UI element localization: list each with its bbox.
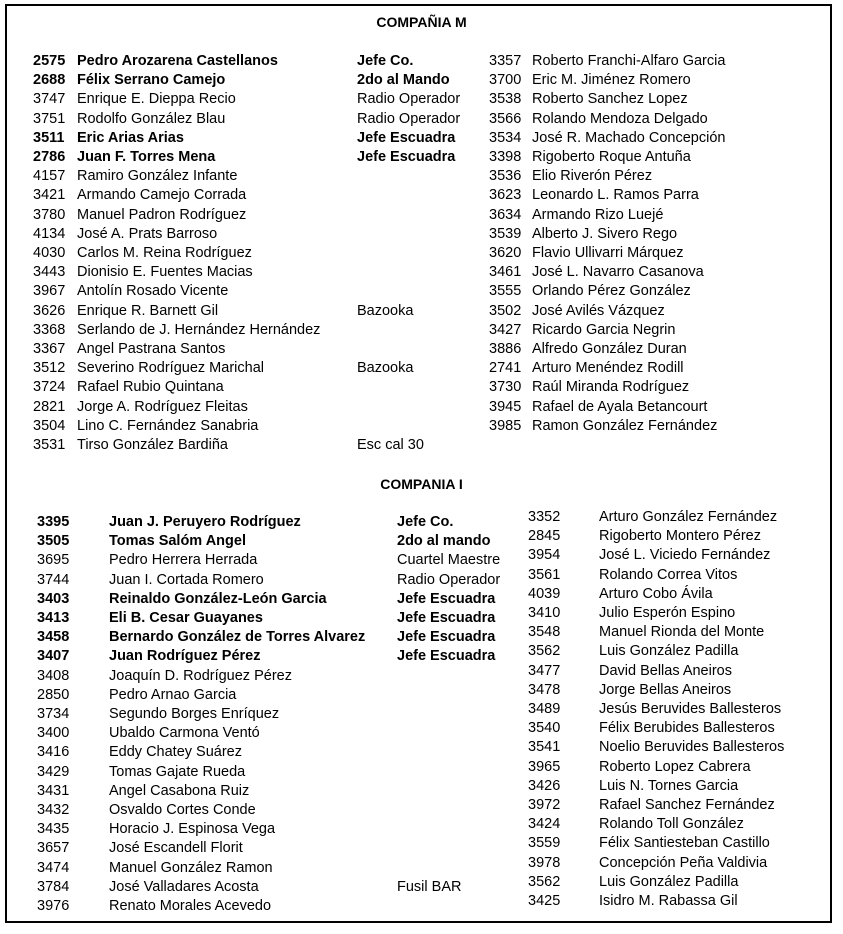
member-number: 3531 bbox=[33, 437, 66, 453]
member-name: José Escandell Florit bbox=[109, 840, 243, 857]
member-number: 3967 bbox=[33, 283, 66, 300]
member-name: David Bellas Aneiros bbox=[599, 662, 732, 679]
member-number: 3424 bbox=[528, 816, 561, 833]
member-number: 3425 bbox=[528, 893, 561, 909]
member-name: Isidro M. Rabassa Gil bbox=[599, 893, 738, 909]
member-name: Juan F. Torres Mena bbox=[77, 149, 216, 165]
member-name: Carlos M. Reina Rodríguez bbox=[77, 245, 252, 261]
member-name: Juan I. Cortada Romero bbox=[109, 571, 264, 588]
member-number: 3657 bbox=[37, 840, 70, 857]
member-name: Juan Rodríguez Pérez bbox=[109, 648, 261, 665]
member-number: 2786 bbox=[33, 149, 66, 165]
member-number: 3443 bbox=[33, 264, 66, 281]
member-role: Jefe Escuadra bbox=[357, 149, 456, 165]
member-name: Elio Riverón Pérez bbox=[532, 168, 653, 185]
member-name: Luis González Padilla bbox=[599, 873, 739, 890]
member-name: Dionisio E. Fuentes Macias bbox=[77, 264, 253, 281]
member-number: 3512 bbox=[33, 360, 66, 377]
member-number: 3634 bbox=[489, 206, 522, 223]
member-number: 3700 bbox=[489, 72, 522, 89]
member-number: 3538 bbox=[489, 91, 522, 108]
member-number: 3474 bbox=[37, 859, 70, 876]
member-number: 3780 bbox=[33, 206, 66, 223]
member-number: 3429 bbox=[37, 763, 70, 780]
member-name: Angel Casabona Ruiz bbox=[109, 782, 250, 799]
member-number: 3427 bbox=[489, 321, 522, 338]
member-number: 3623 bbox=[489, 187, 522, 204]
member-name: Raúl Miranda Rodríguez bbox=[532, 379, 690, 396]
member-name: Roberto Lopez Cabrera bbox=[599, 758, 751, 775]
member-role: Bazooka bbox=[357, 360, 414, 377]
member-name: Enrique R. Barnett Gil bbox=[77, 302, 219, 319]
member-role: Jefe Co. bbox=[357, 53, 414, 69]
company-i-title: COMPANIA I bbox=[380, 476, 463, 492]
member-number: 3730 bbox=[489, 379, 522, 396]
member-name: Armando Camejo Corrada bbox=[77, 187, 247, 204]
member-number: 4157 bbox=[33, 168, 66, 185]
member-number: 3478 bbox=[528, 681, 561, 698]
member-role: Esc cal 30 bbox=[357, 437, 424, 453]
member-number: 3413 bbox=[37, 610, 70, 626]
member-number: 2821 bbox=[33, 398, 66, 415]
member-number: 3548 bbox=[528, 624, 561, 641]
member-name: José L. Viciedo Fernández bbox=[599, 547, 771, 564]
member-number: 3431 bbox=[37, 782, 70, 799]
member-role: Radio Operador bbox=[357, 110, 461, 127]
member-name: Ramiro González Infante bbox=[77, 168, 238, 185]
member-name: Orlando Pérez González bbox=[532, 283, 691, 300]
member-number: 3626 bbox=[33, 302, 66, 319]
member-name: Arturo Menéndez Rodill bbox=[532, 360, 684, 377]
member-name: Rodolfo González Blau bbox=[77, 110, 226, 127]
member-name: Jorge Bellas Aneiros bbox=[599, 681, 732, 698]
member-name: Pedro Arnao Garcia bbox=[109, 686, 237, 703]
member-role: Jefe Escuadra bbox=[357, 129, 456, 146]
member-name: Angel Pastrana Santos bbox=[77, 341, 226, 357]
member-role: Jefe Co. bbox=[397, 514, 454, 530]
member-number: 3945 bbox=[489, 398, 522, 415]
member-name: Juan J. Peruyero Rodríguez bbox=[109, 514, 301, 530]
member-role: 2do al mando bbox=[397, 533, 491, 550]
member-name: Ubaldo Carmona Ventó bbox=[109, 725, 260, 742]
member-number: 3747 bbox=[33, 91, 66, 108]
member-name: José A. Prats Barroso bbox=[77, 225, 218, 242]
member-number: 3562 bbox=[528, 643, 561, 660]
member-number: 3540 bbox=[528, 720, 561, 737]
member-number: 3972 bbox=[528, 797, 561, 813]
member-name: Rolando Toll González bbox=[599, 816, 744, 833]
member-name: Manuel Padron Rodríguez bbox=[77, 206, 247, 223]
member-number: 3985 bbox=[489, 417, 522, 434]
member-role: Fusil BAR bbox=[397, 878, 462, 895]
member-number: 3421 bbox=[33, 187, 66, 204]
member-name: Félix Serrano Camejo bbox=[77, 72, 226, 89]
member-name: Eric Arias Arias bbox=[77, 129, 184, 146]
member-number: 3695 bbox=[37, 552, 70, 569]
member-name: Rafael Rubio Quintana bbox=[77, 379, 224, 396]
member-name: Alfredo González Duran bbox=[532, 341, 687, 357]
member-name: Manuel Rionda del Monte bbox=[599, 624, 765, 641]
member-name: José L. Navarro Casanova bbox=[532, 264, 704, 281]
member-number: 2688 bbox=[33, 72, 66, 89]
member-number: 3368 bbox=[33, 321, 66, 338]
member-number: 3536 bbox=[489, 168, 522, 185]
member-name: Pedro Herrera Herrada bbox=[109, 552, 258, 569]
member-number: 3502 bbox=[489, 302, 522, 319]
member-role: Jefe Escuadra bbox=[397, 629, 496, 646]
member-name: Tomas Salóm Angel bbox=[109, 533, 246, 550]
member-number: 3541 bbox=[528, 739, 561, 756]
member-name: Félix Santiesteban Castillo bbox=[599, 835, 770, 852]
member-number: 3886 bbox=[489, 341, 522, 357]
member-number: 3751 bbox=[33, 110, 66, 127]
member-name: Concepción Peña Valdivia bbox=[599, 854, 768, 871]
member-name: Flavio Ullivarri Márquez bbox=[532, 245, 684, 261]
member-name: Tirso González Bardiña bbox=[77, 437, 228, 453]
member-number: 3395 bbox=[37, 514, 70, 530]
member-number: 2845 bbox=[528, 528, 561, 545]
member-name: Renato Morales Acevedo bbox=[109, 898, 272, 914]
member-name: Ramon González Fernández bbox=[532, 417, 718, 434]
member-number: 3965 bbox=[528, 758, 561, 775]
member-number: 3555 bbox=[489, 283, 522, 300]
member-number: 3511 bbox=[33, 129, 65, 146]
member-name: Ricardo Garcia Negrin bbox=[532, 321, 676, 338]
member-number: 3400 bbox=[37, 725, 70, 742]
member-number: 3504 bbox=[33, 417, 66, 434]
member-name: Lino C. Fernández Sanabria bbox=[77, 417, 259, 434]
member-name: Rolando Correa Vitos bbox=[599, 566, 738, 583]
member-name: Arturo González Fernández bbox=[599, 509, 778, 525]
member-number: 3784 bbox=[37, 878, 70, 895]
company-m-title: COMPAÑIA M bbox=[376, 14, 467, 30]
member-name: Noelio Beruvides Ballesteros bbox=[599, 739, 785, 756]
member-number: 3477 bbox=[528, 662, 561, 679]
member-name: Bernardo González de Torres Alvarez bbox=[109, 629, 366, 646]
member-number: 2575 bbox=[33, 53, 66, 69]
member-number: 3458 bbox=[37, 629, 70, 646]
member-number: 3416 bbox=[37, 744, 70, 761]
member-name: Alberto J. Sivero Rego bbox=[532, 225, 678, 242]
member-name: Jorge A. Rodríguez Fleitas bbox=[77, 398, 248, 415]
member-name: José R. Machado Concepción bbox=[532, 129, 726, 146]
member-name: Armando Rizo Luejé bbox=[532, 206, 664, 223]
member-number: 3562 bbox=[528, 873, 561, 890]
member-name: Segundo Borges Enríquez bbox=[109, 706, 280, 722]
member-name: Severino Rodríguez Marichal bbox=[77, 360, 264, 377]
member-name: Enrique E. Dieppa Recio bbox=[77, 91, 236, 108]
member-number: 4030 bbox=[33, 245, 66, 261]
member-number: 3724 bbox=[33, 379, 66, 396]
member-name: Rafael de Ayala Betancourt bbox=[532, 398, 708, 415]
member-number: 3954 bbox=[528, 547, 561, 564]
member-number: 3398 bbox=[489, 149, 522, 165]
member-name: Rolando Mendoza Delgado bbox=[532, 110, 708, 127]
member-name: Eli B. Cesar Guayanes bbox=[109, 610, 263, 626]
member-number: 3561 bbox=[528, 566, 561, 583]
member-number: 3410 bbox=[528, 605, 561, 621]
member-name: Leonardo L. Ramos Parra bbox=[532, 187, 699, 204]
member-number: 3978 bbox=[528, 854, 561, 871]
member-name: Reinaldo González-León Garcia bbox=[109, 590, 327, 607]
member-name: Manuel González Ramon bbox=[109, 859, 273, 876]
member-name: Eddy Chatey Suárez bbox=[109, 744, 242, 761]
member-number: 3352 bbox=[528, 509, 561, 525]
member-number: 3620 bbox=[489, 245, 522, 261]
member-name: Arturo Cobo Ávila bbox=[599, 585, 713, 602]
member-name: Roberto Franchi-Alfaro Garcia bbox=[532, 53, 726, 69]
member-number: 3407 bbox=[37, 648, 70, 665]
member-role: Jefe Escuadra bbox=[397, 610, 496, 626]
member-role: 2do al Mando bbox=[357, 72, 450, 89]
member-name: Rigoberto Roque Antuña bbox=[532, 149, 691, 165]
member-name: Horacio J. Espinosa Vega bbox=[109, 821, 276, 838]
member-name: Joaquín D. Rodríguez Pérez bbox=[109, 667, 292, 684]
member-number: 2850 bbox=[37, 686, 70, 703]
member-name: José Avilés Vázquez bbox=[532, 302, 665, 319]
member-name: Roberto Sanchez Lopez bbox=[532, 91, 688, 108]
member-number: 3734 bbox=[37, 706, 70, 722]
member-name: Serlando de J. Hernández Hernández bbox=[77, 321, 321, 338]
member-number: 3566 bbox=[489, 110, 522, 127]
member-number: 4134 bbox=[33, 225, 66, 242]
member-number: 3367 bbox=[33, 341, 66, 357]
member-number: 3426 bbox=[528, 777, 561, 794]
member-name: Rigoberto Montero Pérez bbox=[599, 528, 761, 545]
member-name: Luis González Padilla bbox=[599, 643, 739, 660]
member-role: Jefe Escuadra bbox=[397, 590, 496, 607]
member-number: 3432 bbox=[37, 802, 70, 818]
member-name: Tomas Gajate Rueda bbox=[109, 763, 246, 780]
member-role: Radio Operador bbox=[357, 91, 461, 108]
member-number: 3489 bbox=[528, 701, 561, 717]
member-role: Radio Operador bbox=[397, 571, 501, 588]
member-number: 3408 bbox=[37, 667, 70, 684]
member-number: 3539 bbox=[489, 225, 522, 242]
member-role: Cuartel Maestre bbox=[397, 552, 501, 569]
member-name: Rafael Sanchez Fernández bbox=[599, 797, 775, 813]
member-number: 3559 bbox=[528, 835, 561, 852]
member-role: Bazooka bbox=[357, 302, 414, 319]
member-name: Pedro Arozarena Castellanos bbox=[77, 53, 278, 69]
member-number: 2741 bbox=[489, 360, 522, 377]
member-name: Osvaldo Cortes Conde bbox=[109, 802, 256, 818]
member-name: Antolín Rosado Vicente bbox=[77, 283, 229, 300]
member-number: 3435 bbox=[37, 821, 70, 838]
member-name: Julio Esperón Espino bbox=[599, 605, 736, 621]
member-number: 3505 bbox=[37, 533, 70, 550]
member-role: Jefe Escuadra bbox=[397, 648, 496, 665]
member-number: 3403 bbox=[37, 590, 70, 607]
member-name: Luis N. Tornes Garcia bbox=[599, 777, 739, 794]
member-name: Eric M. Jiménez Romero bbox=[532, 72, 691, 89]
member-number: 3534 bbox=[489, 129, 522, 146]
member-number: 3976 bbox=[37, 898, 70, 914]
member-name: José Valladares Acosta bbox=[109, 878, 259, 895]
member-number: 3461 bbox=[489, 264, 522, 281]
member-name: Félix Berubides Ballesteros bbox=[599, 720, 775, 737]
member-number: 4039 bbox=[528, 585, 561, 602]
member-number: 3357 bbox=[489, 53, 522, 69]
member-number: 3744 bbox=[37, 571, 70, 588]
member-name: Jesús Beruvides Ballesteros bbox=[599, 701, 782, 717]
